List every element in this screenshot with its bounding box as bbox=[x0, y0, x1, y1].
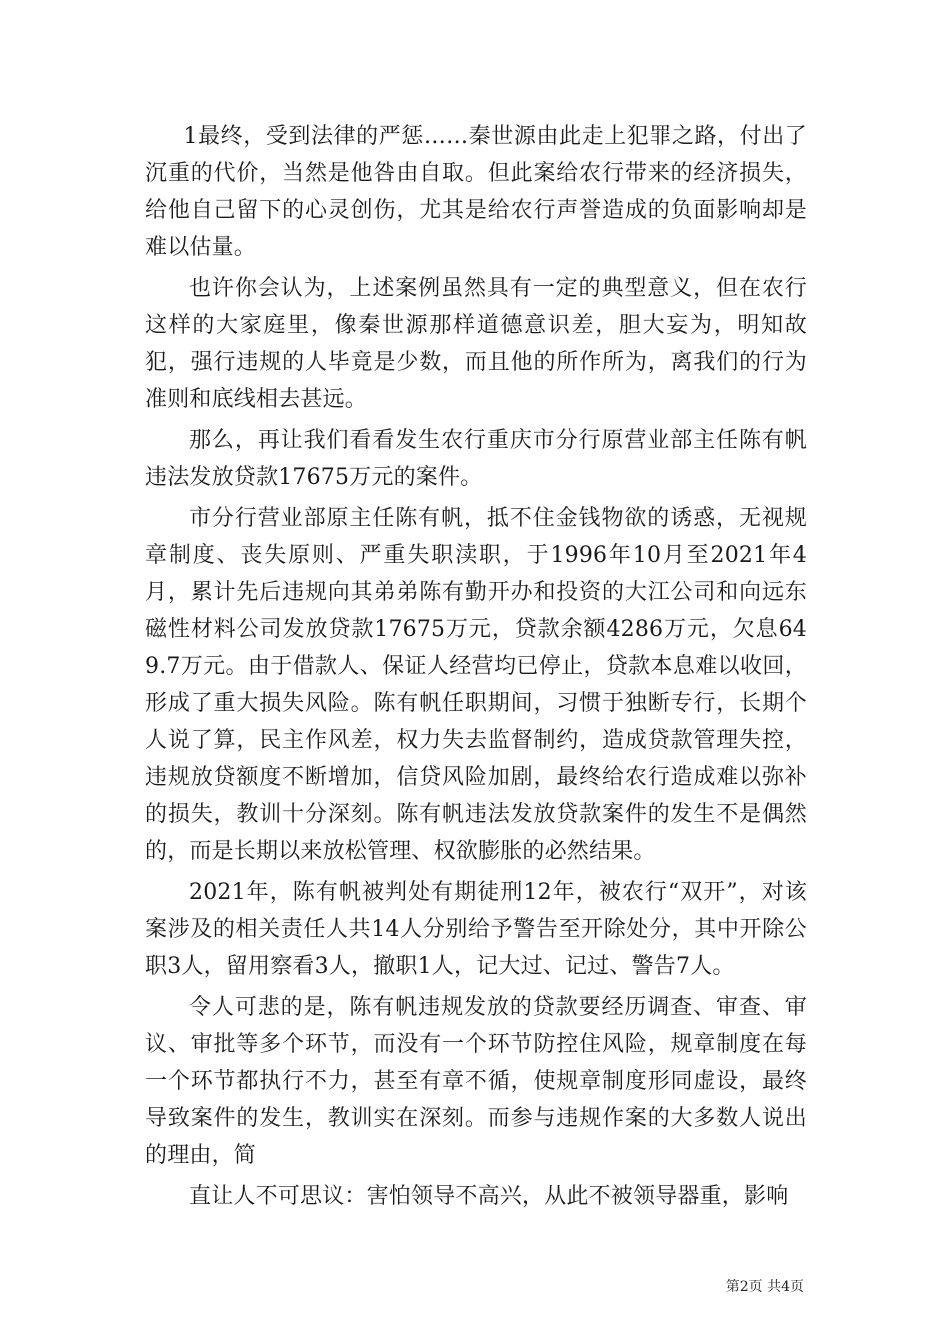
paragraph: 也许你会认为，上述案例虽然具有一定的典型意义，但在农行这样的大家庭里，像秦世源那样道德意识差，胆大妄为，明知故犯，强行违规的人毕竟是少数，而且他的所作所为，离我们的行为准则和底线相去甚远。 bbox=[145, 276, 807, 412]
paragraph: 1最终，受到法律的严惩……秦世源由此走上犯罪之路，付出了沉重的代价，当然是他咎由自取。但此案给农行带来的经济损失，给他自己留下的心灵创伤，尤其是给农行声誉造成的负面影响却是难以估量。 bbox=[145, 124, 807, 260]
paragraph: 令人可悲的是，陈有帆违规发放的贷款要经历调查、审查、审议、审批等多个环节，而没有一个环节防控住风险，规章制度在每一个环节都执行不力，甚至有章不循，使规章制度形同虚设，最终导致案件的发生，教训实在深刻。而参与违规作案的大多数人说出的理由，简 bbox=[145, 995, 807, 1168]
paragraph: 那么，再让我们看看发生农行重庆市分行原营业部主任陈有帆违法发放贷款17675万元的案件。 bbox=[145, 428, 807, 490]
paragraph: 市分行营业部原主任陈有帆，抵不住金钱物欲的诱惑，无视规章制度、丧失原则、严重失职渎职，于1996年10月至2021年4月，累计先后违规向其弟弟陈有勤开办和投资的大江公司和向远东磁性材料公司发放贷款17675万元，贷款余额4286万元，欠息649.7万元。由于借款人、保证人经营均已停止，贷款本息难以收回，形成了重大损失风险。陈有帆任职期间，习惯于独断专行，长期个人说了算，民主作风差，权力失去监督制约，造成贷款管理失控，违规放贷额度不断增加，信贷风险加剧，最终给农行造成难以弥补的损失，教训十分深刻。陈有帆违法发放贷款案件的发生不是偶然的，而是长期以来放松管理、权欲膨胀的必然结果。 bbox=[145, 506, 807, 864]
paragraph: 直让人不可思议：害怕领导不高兴，从此不被领导器重，影响 bbox=[189, 1184, 789, 1209]
paragraph: 2021年，陈有帆被判处有期徒刑12年，被农行“双开”，对该案涉及的相关责任人共14人分别给予警告至开除处分，其中开除公职3人，留用察看3人，撤职1人，记大过、记过、警告7人。 bbox=[145, 880, 807, 979]
page-number-footer: 第2页 共4页 bbox=[725, 1279, 804, 1295]
document-body bbox=[145, 118, 807, 1219]
